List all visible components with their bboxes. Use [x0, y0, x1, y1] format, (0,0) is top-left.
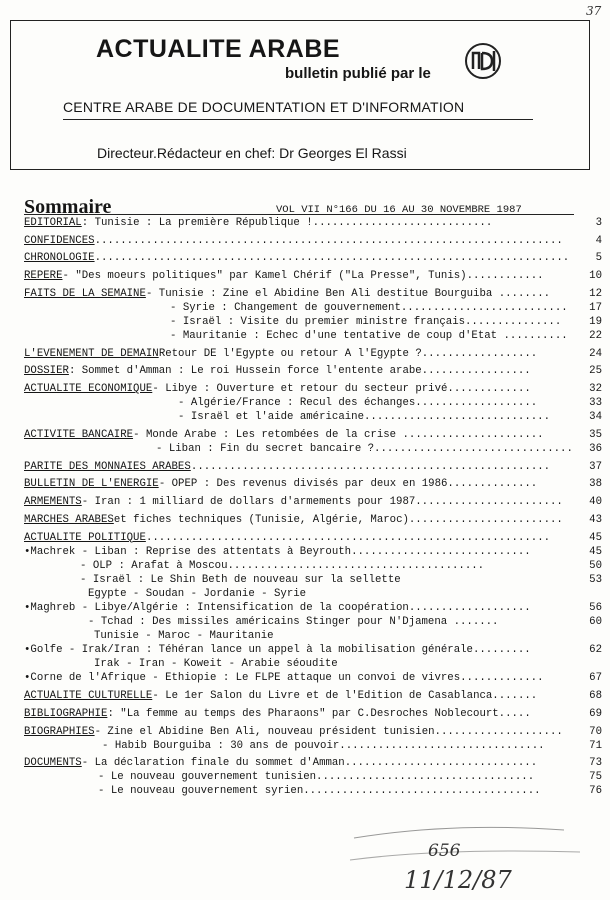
toc-row: [24, 601, 602, 615]
toc-entry-text: - Tunisie : Zine el Abidine Ben Ali destitue Bourguiba ........: [145, 287, 551, 300]
toc-page-number: 37: [589, 460, 602, 473]
toc-entry-text: - Libye : Ouverture et retour du secteur privé.............: [152, 383, 531, 396]
toc-section-label: DOCUMENTS: [24, 757, 82, 770]
toc-row: [24, 477, 602, 491]
toc-entry-text: - Mauritanie : Echec d'une tentative de coup d'Etat ..........: [170, 330, 568, 343]
toc-entry-text: - Israël : Le Shin Beth de nouveau sur la sellette: [80, 573, 401, 586]
toc-page-number: 24: [589, 347, 602, 360]
toc-entry-text: - La déclaration finale du sommet d'Amman..............................: [81, 757, 538, 770]
toc-row: [24, 347, 602, 361]
toc-entry-text: •Corne de l'Afrique - Ethiopie : Le FLPE attaque un convoi de vivres.............: [24, 672, 544, 685]
toc-entry-text: : "La femme au temps des Pharaons" par C.Desroches Noblecourt.....: [107, 707, 531, 720]
toc-entry-text: Egypte - Soudan - Jordanie - Syrie: [88, 587, 307, 600]
toc-entry-text: •Machrek - Liban : Reprise des attentats à Beyrouth............................: [24, 545, 531, 558]
toc-entry-text: ..........................................................................: [94, 252, 570, 265]
toc-entry-text: - Israël et l'aide américaine.............................: [178, 411, 550, 424]
stamp-date: 11/12/87: [404, 866, 512, 894]
toc-row: [24, 513, 602, 527]
toc-page-number: 35: [589, 428, 602, 441]
toc-page-number: 70: [589, 725, 602, 738]
toc-entry-text: - Iran : 1 milliard de dollars d'armements pour 1987.......................: [81, 496, 563, 509]
toc-row: [24, 739, 602, 753]
toc-page-number: 19: [589, 315, 602, 328]
toc-page-number: 71: [589, 739, 602, 752]
toc-entry-text: - Monde Arabe : Les retombées de la crise ......................: [133, 428, 544, 441]
toc-page-number: 45: [589, 531, 602, 544]
toc-row: [24, 442, 602, 456]
toc-row: [24, 784, 602, 798]
toc-row: [24, 587, 602, 601]
toc-entry-text: - Israël : Visite du premier ministre français...............: [170, 315, 562, 328]
toc-page-number: 25: [589, 365, 602, 378]
toc-page-number: 62: [589, 644, 602, 657]
sommaire-heading: Sommaire: [24, 196, 112, 218]
toc-section-label: BIBLIOGRAPHIE: [24, 707, 108, 720]
toc-entry-text: - Liban : Fin du secret bancaire ?...............................: [156, 443, 573, 456]
toc-page-number: 38: [589, 478, 602, 491]
toc-page-number: 73: [589, 757, 602, 770]
toc-entry-text: - Tchad : Des missiles américains Stinger pour N'Djamena .......: [88, 616, 499, 629]
toc-page-number: 12: [589, 287, 602, 300]
toc-row: [24, 707, 602, 721]
toc-page-number: 3: [595, 217, 602, 229]
toc-section-label: MARCHES ARABES: [24, 513, 114, 526]
toc-row: [24, 315, 602, 329]
toc-row: [24, 643, 602, 657]
toc-entry-text: .........................................................................: [94, 234, 563, 247]
toc-entry-text: - Syrie : Changement de gouvernement..........................: [170, 301, 568, 314]
toc-entry-text: - OPEP : Des revenus divisés par deux en 1986..............: [158, 478, 538, 491]
toc-entry-text: Irak - Iran - Koweit - Arabie séoudite: [94, 658, 338, 671]
publisher-line: bulletin publié par le: [285, 65, 431, 82]
toc-entry-text: Tunisie - Maroc - Mauritanie: [94, 630, 274, 643]
cadi-logo-icon: [463, 41, 503, 81]
toc-page-number: 33: [589, 397, 602, 410]
toc-page-number: 10: [589, 270, 602, 283]
toc-entry-text: - Habib Bourguiba : 30 ans de pouvoir................................: [102, 739, 545, 752]
toc-section-label: FAITS DE LA SEMAINE: [24, 287, 146, 300]
toc-section-label: DOSSIER: [24, 365, 69, 378]
toc-row: [24, 251, 602, 265]
toc-section-label: ACTIVITE BANCAIRE: [24, 428, 134, 441]
toc-page-number: 40: [589, 496, 602, 509]
toc-entry-text: - OLP : Arafat à Moscou........................................: [80, 559, 485, 572]
toc-entry-text: •Golfe - Irak/Iran : Téhéran lance un appel à la mobilisation générale.........: [24, 644, 531, 657]
toc-page-number: 60: [589, 616, 602, 629]
volume-line: VOL VII N°166 DU 16 AU 30 NOVEMBRE 1987: [276, 204, 522, 216]
toc-page-number: 75: [589, 771, 602, 784]
toc-entry-text: - Algérie/France : Recul des échanges...................: [178, 397, 538, 410]
toc-page-number: 68: [589, 690, 602, 703]
toc-page-number: 34: [589, 411, 602, 424]
toc-row: [24, 301, 602, 315]
toc-row: [24, 396, 602, 410]
toc-row: [24, 495, 602, 509]
toc-row: [24, 428, 602, 442]
toc-row: [24, 756, 602, 770]
stamp-number: 656: [428, 841, 461, 861]
toc-row: [24, 329, 602, 343]
toc-row: [24, 410, 602, 424]
toc-row: [24, 287, 602, 301]
toc-row: [24, 531, 602, 545]
toc-page-number: 17: [589, 301, 602, 314]
toc-page-number: 22: [589, 330, 602, 343]
page-corner-mark: 37: [586, 4, 602, 18]
toc-section-label: ACTUALITE ECONOMIQUE: [24, 383, 153, 396]
toc-page-number: 5: [595, 252, 602, 265]
toc-page-number: 76: [589, 785, 602, 798]
toc-page-number: 67: [589, 672, 602, 685]
toc-page-number: 4: [595, 234, 602, 247]
toc-row: [24, 234, 602, 248]
toc-row: [24, 615, 602, 629]
toc-row: [24, 460, 602, 474]
toc-section-label: BIOGRAPHIES: [24, 725, 95, 738]
toc-section-label: ACTUALITE POLITIQUE: [24, 531, 146, 544]
toc-page-number: 32: [589, 383, 602, 396]
toc-row: [24, 770, 602, 784]
toc-entry-text: - Le 1er Salon du Livre et de l'Edition de Casablanca.......: [152, 690, 538, 703]
toc-row: [24, 382, 602, 396]
toc-page-number: 50: [589, 559, 602, 572]
toc-row: [24, 545, 602, 559]
toc-entry-text: - "Des moeurs politiques" par Kamel Chérif ("La Presse", Tunis)............: [62, 270, 544, 283]
toc-section-label: ARMEMENTS: [24, 496, 82, 509]
toc-page-number: 45: [589, 545, 602, 558]
toc-entry-text: - Zine el Abidine Ben Ali, nouveau président tunisien....................: [94, 725, 563, 738]
toc-row: [24, 573, 602, 587]
toc-section-label: L'EVENEMENT DE DEMAIN: [24, 347, 159, 360]
toc-page-number: 36: [589, 443, 602, 456]
toc-entry-text: : Tunisie : La première République !............................: [81, 217, 493, 229]
toc-entry-text: - Le nouveau gouvernement tunisien..................................: [98, 771, 535, 784]
toc-entry-text: •Maghreb - Libye/Algérie : Intensification de la coopération...................: [24, 601, 531, 614]
toc-section-label: PARITE DES MONNAIES ARABES: [24, 460, 191, 473]
toc-section-label: EDITORIAL: [24, 217, 82, 229]
toc-row: [24, 671, 602, 685]
publication-title: ACTUALITE ARABE: [96, 35, 341, 63]
toc-entry-text: ...............................................................: [145, 531, 551, 544]
toc-row: [24, 629, 602, 643]
toc-section-label: ACTUALITE CULTURELLE: [24, 690, 153, 703]
toc-section-label: CHRONOLOGIE: [24, 252, 95, 265]
masthead-box: [10, 20, 590, 170]
sommaire-rule: [24, 214, 574, 215]
toc-page-number: 43: [589, 513, 602, 526]
toc-row: [24, 689, 602, 703]
toc-section-label: REPERE: [24, 270, 63, 283]
toc-section-label: BULLETIN DE L'ENERGIE: [24, 478, 159, 491]
toc-entry-text: Retour DE l'Egypte ou retour A l'Egypte ?..................: [158, 347, 538, 360]
toc-page-number: 56: [589, 601, 602, 614]
editor-line: Directeur.Rédacteur en chef: Dr Georges El Rassi: [97, 145, 407, 161]
toc-row: [24, 725, 602, 739]
centre-name: CENTRE ARABE DE DOCUMENTATION ET D'INFORMATION: [63, 99, 533, 120]
toc-row: [24, 559, 602, 573]
toc-row: [24, 216, 602, 230]
toc-entry-text: ........................................................: [190, 460, 551, 473]
toc-page-number: 53: [589, 573, 602, 586]
toc-page-number: 69: [589, 707, 602, 720]
toc-entry-text: - Le nouveau gouvernement syrien.....................................: [98, 785, 541, 798]
toc-section-label: CONFIDENCES: [24, 234, 95, 247]
toc-entry-text: et fiches techniques (Tunisie, Algérie, Maroc)........................: [113, 513, 563, 526]
table-of-contents: [24, 216, 602, 799]
toc-row: [24, 364, 602, 378]
archive-stamp: [332, 800, 592, 900]
toc-row: [24, 269, 602, 283]
toc-row: [24, 657, 602, 671]
toc-entry-text: : Sommet d'Amman : Le roi Hussein force l'entente arabe.................: [68, 365, 531, 378]
